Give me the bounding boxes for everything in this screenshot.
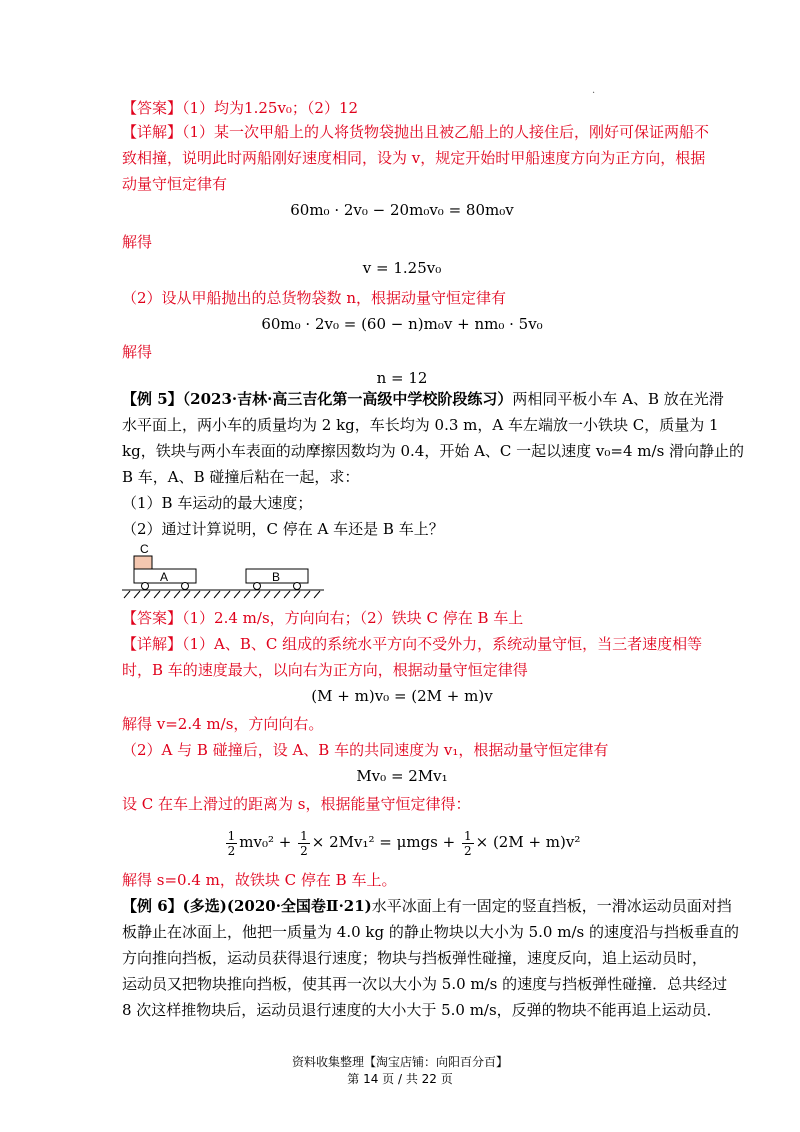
problem-line: 运动员又把物块推向挡板，使其再一次以大小为 5.0 m/s 的速度与挡板弹性碰撞．总共经过 bbox=[122, 975, 728, 993]
example-5-source: 【例 5】（2023·吉林·高三吉化第一高级中学校阶段练习） bbox=[122, 390, 513, 408]
figure-label-b: B bbox=[272, 570, 281, 584]
equation-energy-part-c: × (2M + m)v² bbox=[475, 833, 581, 851]
example-5-text: 两相同平板小车 A、B 放在光滑 bbox=[512, 390, 724, 408]
question-1: （1）B 车运动的最大速度； bbox=[122, 494, 313, 512]
problem-line: 水平面上，两小车的质量均为 2 kg，车长均为 0.3 m，A 车左端放一小铁块 C，质量为 1 bbox=[122, 416, 719, 434]
equation-result-v: v = 1.25v₀ bbox=[362, 259, 442, 277]
fraction-half: $\frac{1}{2}$ bbox=[300, 828, 308, 858]
decorative-dot: · bbox=[592, 88, 596, 99]
equation-momentum-4: Mv₀ = 2Mv₁ bbox=[356, 767, 448, 785]
explanation-line: 【详解】（1）某一次甲船上的人将货物袋抛出且被乙船上的人接住后，刚好可保证两船不 bbox=[122, 123, 710, 141]
equation-energy bbox=[122, 824, 682, 860]
example-6-source: 【例 6】(多选)(2020·全国卷Ⅱ·21) bbox=[122, 897, 372, 915]
equation-energy-part-a: mv₀² + bbox=[239, 833, 292, 851]
problem-line: 方向推向挡板，运动员获得退行速度；物块与挡板弹性碰撞，速度反向，追上运动员时， bbox=[122, 949, 708, 967]
example-6-text: 水平冰面上有一固定的竖直挡板，一滑冰运动员面对挡 bbox=[371, 897, 732, 915]
figure-label-c: C bbox=[140, 542, 149, 556]
example-5-heading bbox=[122, 388, 724, 410]
fraction-half: $\frac{1}{2}$ bbox=[227, 828, 236, 858]
explanation-line: 时，B 车的速度最大，以向右为正方向，根据动量守恒定律得 bbox=[122, 661, 528, 679]
solve-label: 解得 bbox=[122, 233, 153, 251]
equation-momentum-1: 60m₀ · 2v₀ − 20m₀v₀ = 80m₀v bbox=[290, 201, 514, 219]
wheel bbox=[142, 583, 149, 590]
question-2: （2）通过计算说明，C 停在 A 车还是 B 车上？ bbox=[122, 520, 444, 538]
figure-label-a: A bbox=[160, 570, 169, 584]
explanation-line: 动量守恒定律有 bbox=[122, 175, 228, 193]
equation-result-n: n = 12 bbox=[376, 369, 428, 387]
block-c bbox=[134, 556, 152, 569]
answer-line: 【答案】（1）均为1.25v₀；（2）12 bbox=[122, 99, 359, 117]
wheel bbox=[294, 583, 301, 590]
explanation-line: 解得 v=2.4 m/s，方向向右。 bbox=[122, 715, 324, 733]
fraction-half: $\frac{1}{2}$ bbox=[463, 828, 472, 858]
solve-label: 解得 bbox=[122, 343, 153, 361]
problem-line: kg，铁块与两小车表面的动摩擦因数均为 0.4，开始 A、C 一起以速度 v₀=4 m/s 滑向静止的 bbox=[122, 442, 745, 460]
wheel bbox=[254, 583, 261, 590]
problem-line: 板静止在冰面上，他把一质量为 4.0 kg 的静止物块以大小为 5.0 m/s 的速度沿与挡板垂直的 bbox=[122, 923, 739, 941]
equation-momentum-2: 60m₀ · 2v₀ = (60 − n)m₀v + nm₀ · 5v₀ bbox=[261, 315, 543, 333]
footer-source: 资料收集整理【淘宝店铺：向阳百分百】 bbox=[291, 1055, 508, 1069]
answer-line: 【答案】（1）2.4 m/s，方向向右；（2）铁块 C 停在 B 车上 bbox=[122, 609, 524, 627]
explanation-line: 设 C 在车上滑过的距离为 s，根据能量守恒定律得： bbox=[122, 795, 471, 813]
problem-line: 8 次这样推物块后，运动员退行速度的大小大于 5.0 m/s，反弹的物块不能再追上运动员． bbox=[122, 1001, 722, 1019]
example-6-heading bbox=[122, 895, 732, 917]
explanation-line: 【详解】（1）A、B、C 组成的系统水平方向不受外力，系统动量守恒，当三者速度相等 bbox=[122, 635, 703, 653]
problem-line: B 车，A、B 碰撞后粘在一起，求： bbox=[122, 468, 360, 486]
explanation-line: 致相撞，说明此时两船刚好速度相同，设为 v，规定开始时甲船速度方向为正方向，根据 bbox=[122, 149, 706, 167]
equation-energy-part-b: × 2Mv₁² = μmgs + bbox=[311, 833, 456, 851]
carts-figure bbox=[118, 538, 328, 602]
equation-momentum-3: (M + m)v₀ = (2M + m)v bbox=[311, 687, 493, 705]
wheel bbox=[182, 583, 189, 590]
page-number: 第 14 页 / 共 22 页 bbox=[347, 1072, 453, 1086]
explanation-line: 解得 s=0.4 m，故铁块 C 停在 B 车上。 bbox=[122, 871, 397, 889]
ground-hatching bbox=[124, 591, 320, 598]
explanation-line: （2）A 与 B 碰撞后，设 A、B 车的共同速度为 v₁，根据动量守恒定律有 bbox=[122, 741, 609, 759]
explanation-line: （2）设从甲船抛出的总货物袋数 n，根据动量守恒定律有 bbox=[122, 289, 506, 307]
